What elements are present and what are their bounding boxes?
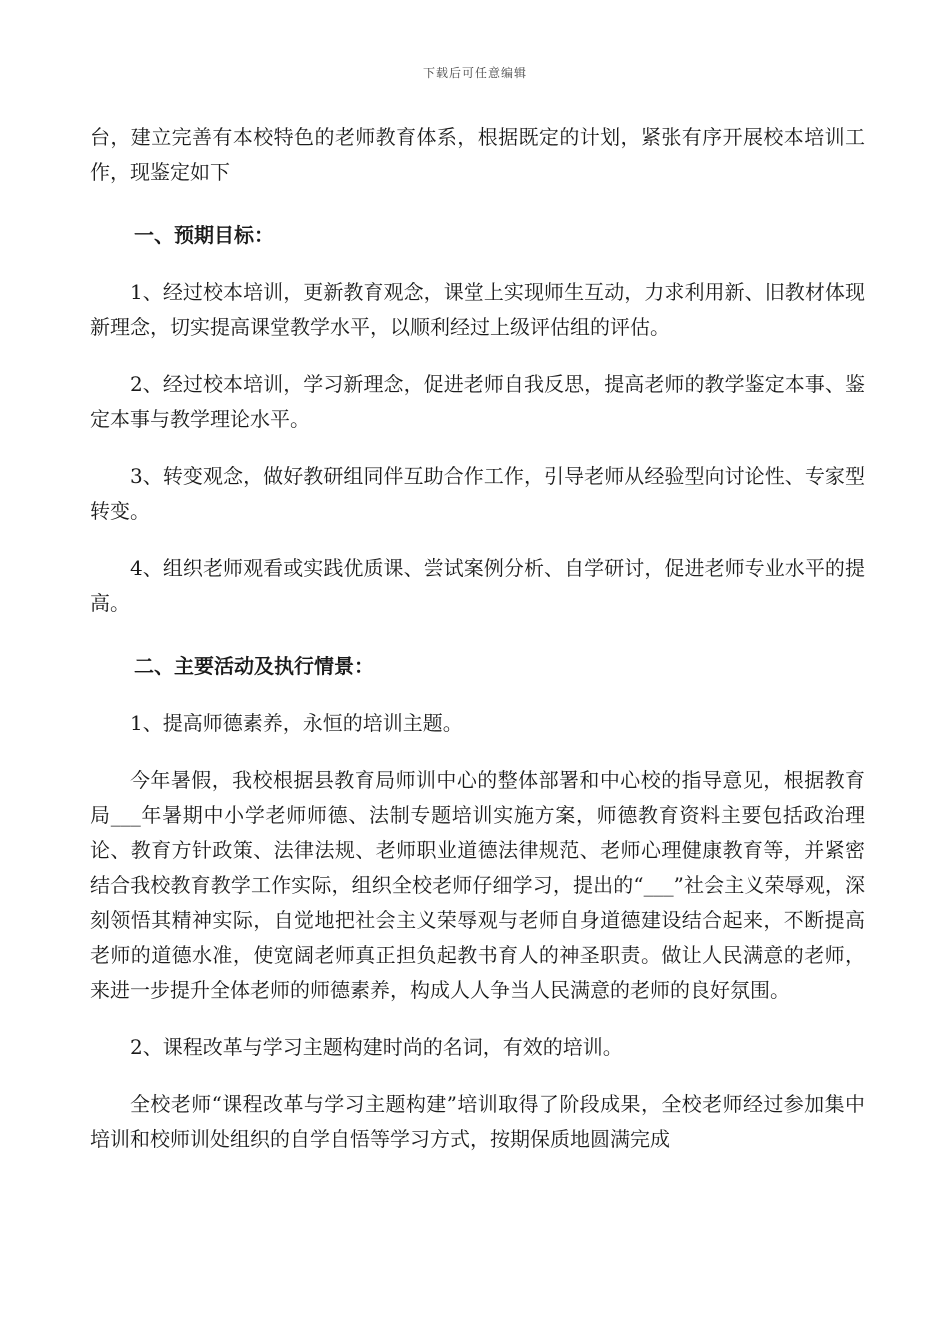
intro-paragraph: 台，建立完善有本校特色的老师教育体系，根据既定的计划，紧张有序开展校本培训工作，现鉴定如下 [90, 125, 865, 184]
goal-item-1: 1、经过校本培训，更新教育观念，课堂上实现师生互动，力求利用新、旧教材体现新理念，切实提高课堂教学水平，以顺利经过上级评估组的评估。 [90, 280, 865, 339]
goal-item-2: 2、经过校本培训，学习新理念，促进老师自我反思，提高老师的教学鉴定本事、鉴定本事与教学理论水平。 [90, 372, 865, 431]
header-note: 下载后可任意编辑 [422, 66, 527, 80]
activity-paragraph-2: 全校老师“课程改革与学习主题构建”培训取得了阶段成果，全校老师经过参加集中培训和校师训处组织的自学自悟等学习方式，按期保质地圆满完成 [90, 1092, 865, 1151]
activity-paragraph-1: 今年暑假，我校根据县教育局师训中心的整体部署和中心校的指导意见，根据教育局___年暑期中小学老师师德、法制专题培训实施方案，师德教育资料主要包括政治理论、教育方针政策、法律法规、老师职业道德法律规范、老师心理健康教育等，并紧密结合我校教育教学工作实际，组织全校老师仔细学习，提出的“___”社会主义荣辱观，深刻领悟其精神实际，自觉地把社会主义荣辱观与老师自身道德建设结合起来，不断提高老师的道德水准，使宽阔老师真正担负起教书育人的神圣职责。做让人民满意的老师，来进一步提升全体老师的师德素养，构成人人争当人民满意的老师的良好氛围。 [90, 768, 865, 1002]
goal-item-3: 3、转变观念，做好教研组同伴互助合作工作，引导老师从经验型向讨论性、专家型转变。 [90, 464, 865, 523]
section-heading-activities: 二、主要活动及执行情景： [134, 654, 374, 678]
document-body [90, 120, 865, 1157]
section-heading-goals: 一、预期目标： [134, 223, 274, 247]
goal-item-4: 4、组织老师观看或实践优质课、尝试案例分析、自学研讨，促进老师专业水平的提高。 [90, 556, 865, 615]
activity-subheading-1: 1、提高师德素养，永恒的培训主题。 [130, 711, 463, 735]
activity-subheading-2: 2、课程改革与学习主题构建时尚的名词，有效的培训。 [130, 1035, 623, 1059]
